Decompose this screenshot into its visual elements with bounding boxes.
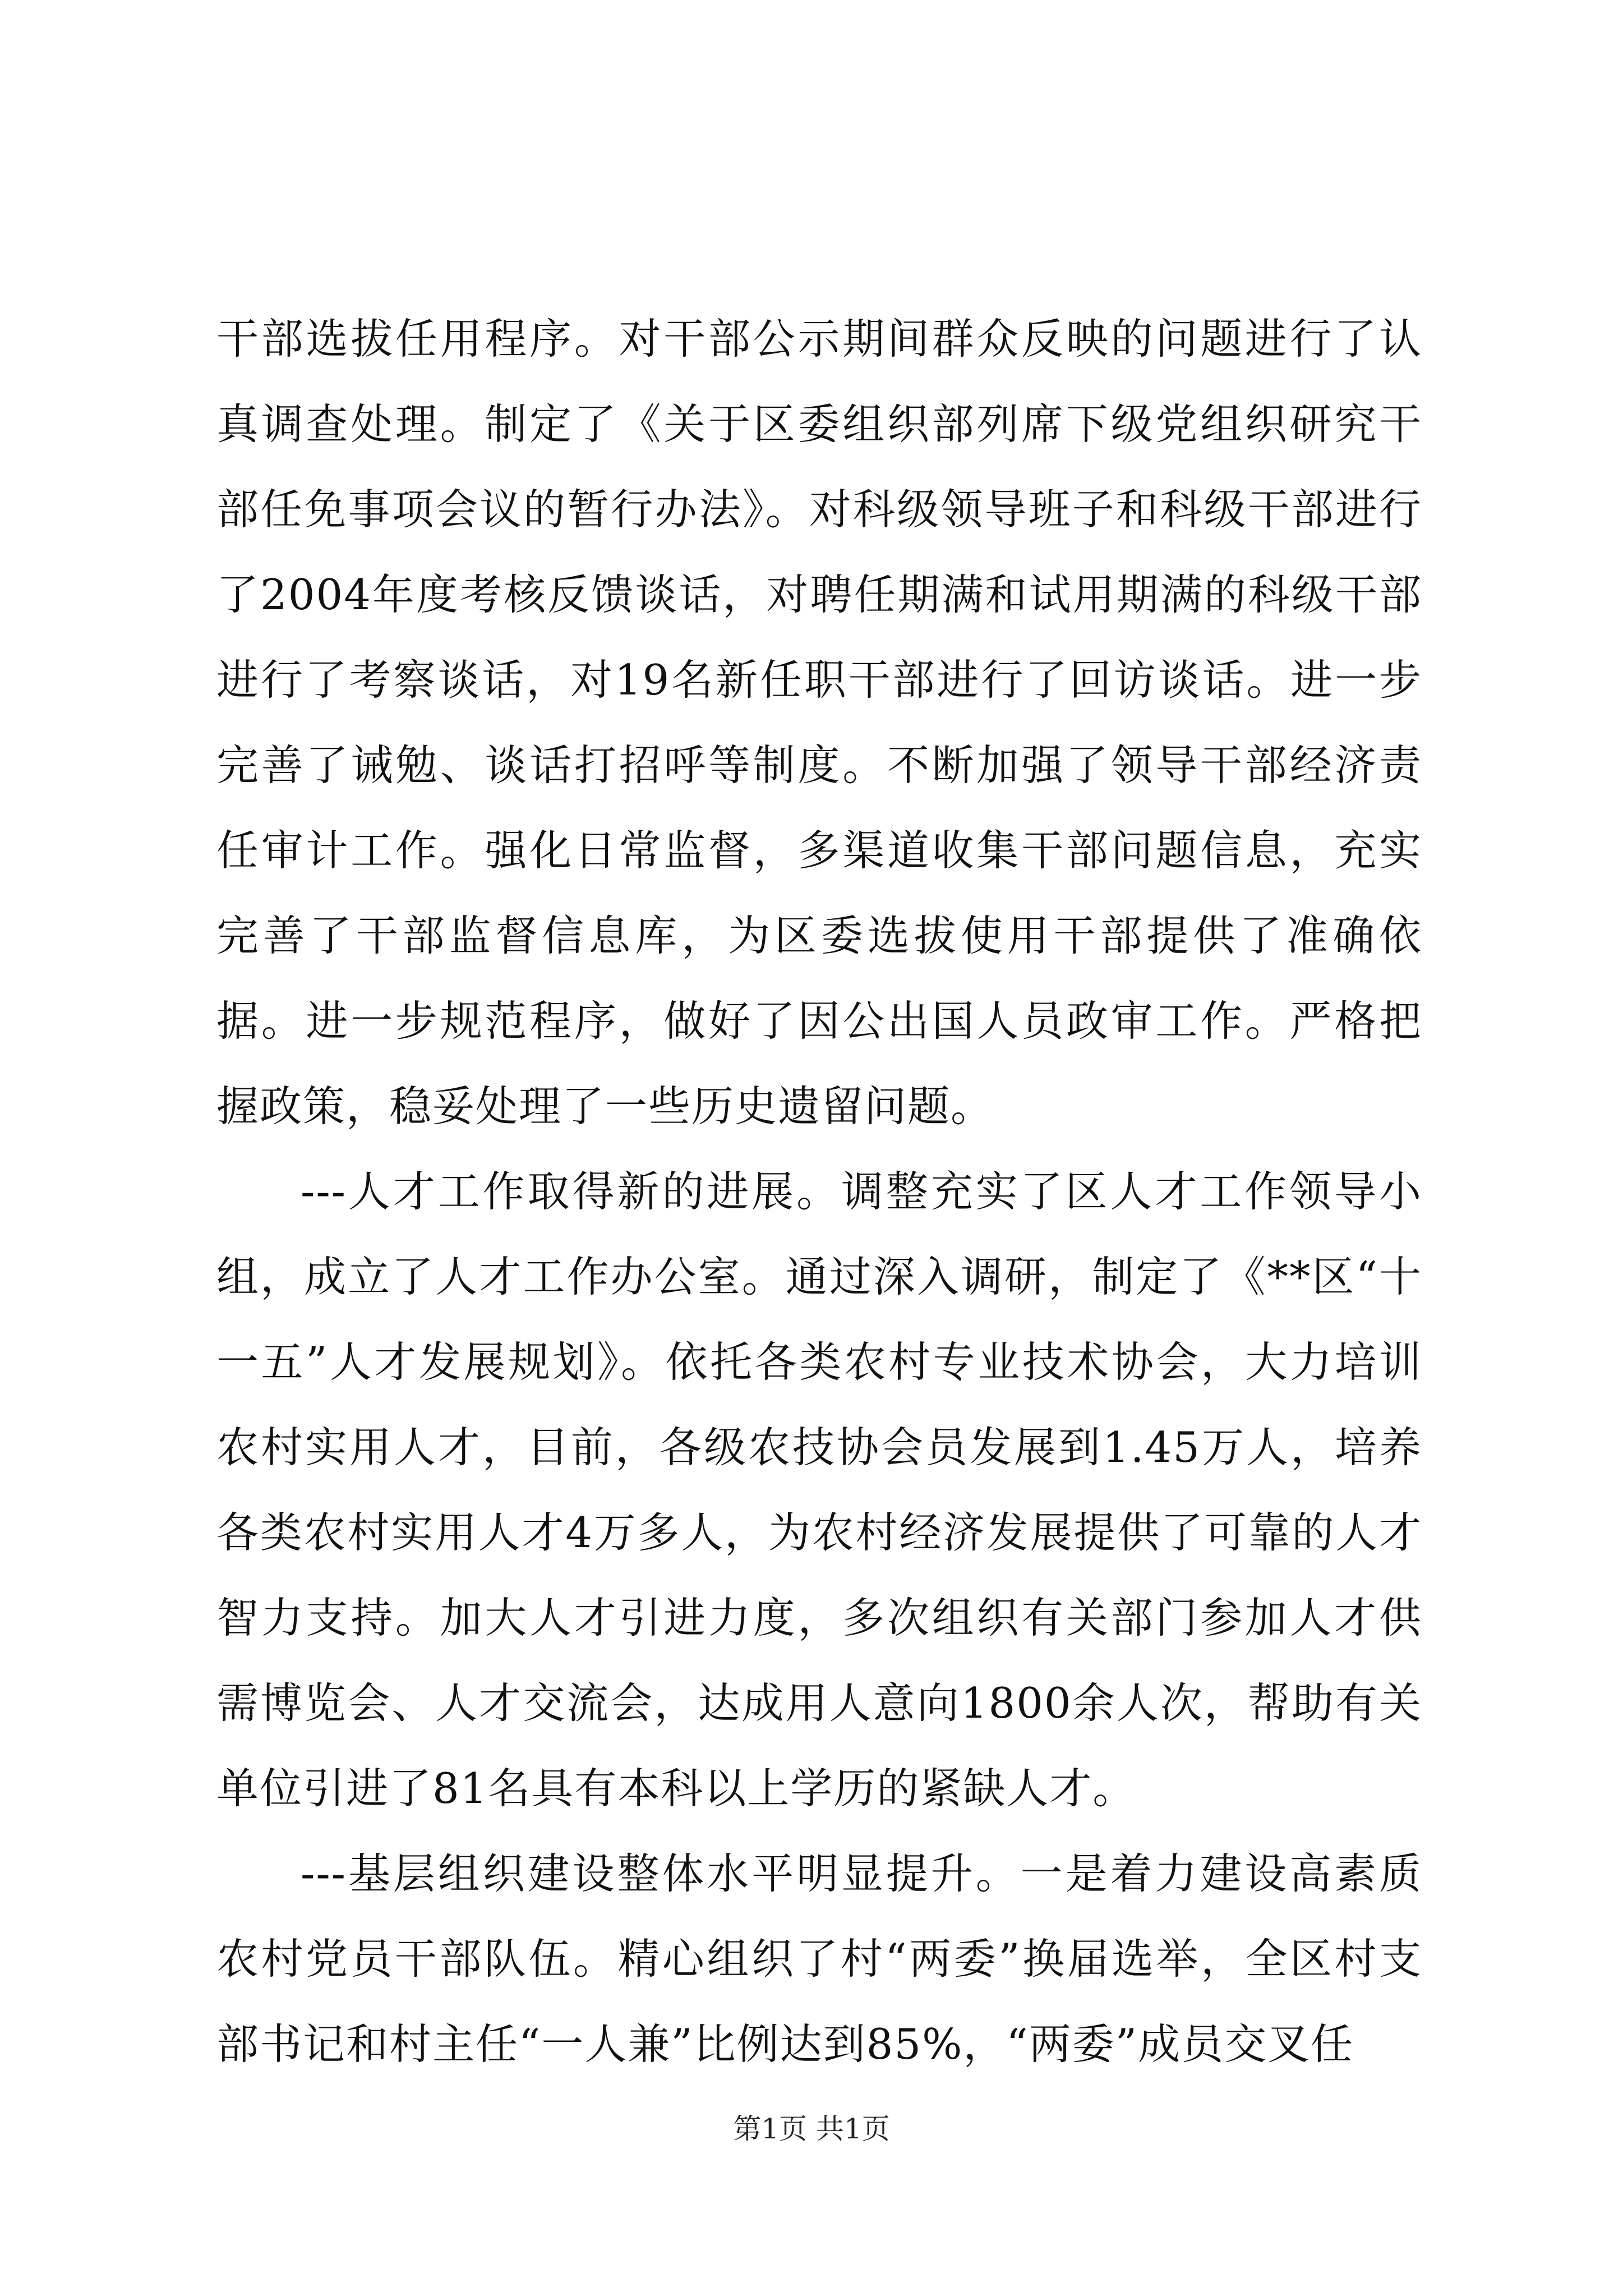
document-body	[216, 296, 1422, 2087]
paragraph-cadre-supervision: 干部选拔任用程序。对干部公示期间群众反映的问题进行了认真调查处理。制定了《关于区委组织部列席下级党组织研究干部任免事项会议的暂行办法》。对科级领导班子和科级干部进行了2004年度考核反馈谈话，对聘任期满和试用期满的科级干部进行了考察谈话，对19名新任职干部进行了回访谈话。进一步完善了诫勉、谈话打招呼等制度。不断加强了领导干部经济责任审计工作。强化日常监督，多渠道收集干部问题信息，充实完善了干部监督信息库，为区委选拔使用干部提供了准确依据。进一步规范程序，做好了因公出国人员政审工作。严格把握政策，稳妥处理了一些历史遗留问题。	[216, 314, 1422, 1131]
paragraph-grassroots-organization: ---基层组织建设整体水平明显提升。一是着力建设高素质农村党员干部队伍。精心组织了村“两委”换届选举，全区村支部书记和村主任“一人兼”比例达到85%，“两委”成员交叉任	[216, 1849, 1422, 2069]
paragraph-talent-work: ---人才工作取得新的进展。调整充实了区人才工作领导小组，成立了人才工作办公室。通过深入调研，制定了《**区“十一五”人才发展规划》。依托各类农村专业技术协会，大力培训农村实用人才，目前，各级农技协会员发展到1.45万人，培养各类农村实用人才4万多人，为农村经济发展提供了可靠的人才智力支持。加大人才引进力度，多次组织有关部门参加人才供需博览会、人才交流会，达成用人意向1800余人次，帮助有关单位引进了81名具有本科以上学历的紧缺人才。	[216, 1167, 1422, 1813]
page-footer: 第1页 共1页	[733, 2113, 890, 2145]
